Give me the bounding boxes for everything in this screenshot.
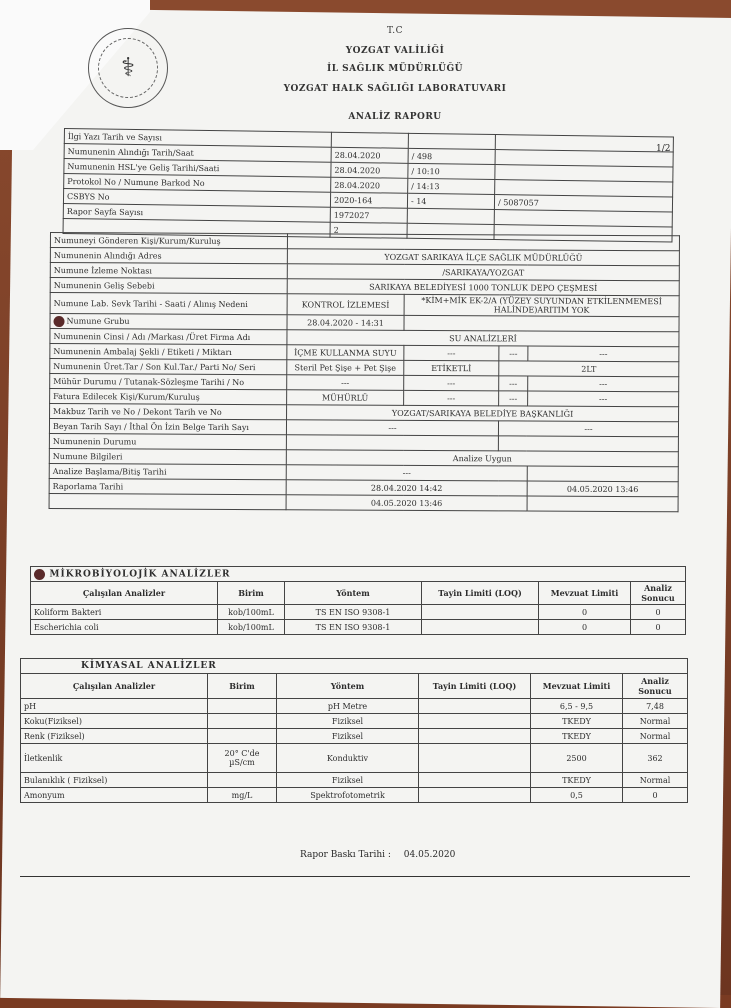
field-value (404, 315, 679, 331)
field-label: Fatura Edilecek Kişi/Kurum/Kuruluş (50, 389, 287, 405)
field-value: --- (404, 375, 499, 390)
page-number: 1/2 (656, 144, 671, 154)
meta-value: 28.04.2020 (331, 177, 408, 193)
field-value (527, 496, 678, 512)
print-date-label: Rapor Baskı Tarihi : (300, 850, 391, 860)
field-value (286, 435, 498, 451)
field-value: /SARIKAYA/YOZGAT (287, 264, 679, 281)
method-cell: TS EN ISO 9308-1 (285, 620, 422, 635)
column-header: Mevzuat Limiti (539, 582, 631, 605)
column-header: Çalışılan Analizler (21, 674, 208, 699)
meta-value (407, 208, 494, 224)
field-value: 28.04.2020 14:42 (286, 480, 527, 496)
table-row (21, 773, 688, 788)
column-header: Yöntem (285, 582, 422, 605)
header-directorate: İL SAĞLIK MÜDÜRLÜĞÜ (327, 64, 463, 74)
ministry-seal-logo (88, 28, 168, 108)
report-title: ANALİZ RAPORU (348, 112, 442, 122)
field-label: Makbuz Tarih ve No / Dekont Tarih ve No (50, 404, 287, 420)
analysis-name: Renk (Fiziksel) (21, 729, 208, 744)
print-date-value: 04.05.2020 (403, 850, 456, 860)
meta-value: / 10:10 (408, 163, 495, 179)
column-header: Birim (208, 674, 277, 699)
meta-value: - 14 (407, 193, 494, 209)
method-cell: Fiziksel (277, 729, 419, 744)
loq-cell (419, 699, 531, 714)
loq-cell (419, 773, 531, 788)
limit-cell: 0 (539, 605, 631, 620)
print-date-line (300, 850, 455, 860)
redaction-mark (34, 569, 45, 580)
field-value: --- (528, 346, 679, 362)
field-value: Analize Uygun (286, 450, 678, 467)
meta-label: Numunenin Alındığı Tarih/Saat (64, 144, 331, 163)
field-label: Numunenin Cinsi / Adı /Markası /Üret Firma Adı (50, 329, 287, 345)
field-label: Beyan Tarih Sayı / İthal Ön İzin Belge Tarih Sayı (49, 419, 286, 435)
footer-divider (20, 876, 690, 877)
result-cell: 0 (623, 788, 688, 803)
field-label: Numunenin Alındığı Adres (50, 248, 287, 264)
unit-cell (208, 729, 277, 744)
loq-cell (419, 744, 531, 773)
unit-cell: 20° C'de µS/cm (208, 744, 277, 773)
field-label: Numune Lab. Sevk Tarihi - Saati / Alınış Nedeni (50, 293, 287, 315)
limit-cell: TKEDY (531, 714, 623, 729)
meta-value: / 498 (408, 148, 495, 164)
method-cell: Spektrofotometrik (277, 788, 419, 803)
analysis-name: İletkenlik (21, 744, 208, 773)
field-value: --- (528, 391, 679, 407)
field-value: --- (404, 390, 499, 405)
analysis-name: Koliform Bakteri (31, 605, 218, 620)
loq-cell (419, 729, 531, 744)
analysis-name: Amonyum (21, 788, 208, 803)
field-value: KONTROL İZLEMESİ (287, 294, 404, 316)
field-value: --- (499, 391, 528, 406)
column-header: Birim (218, 582, 285, 605)
microbiology-table (30, 566, 686, 635)
loq-cell (422, 605, 539, 620)
caduceus-icon: ⚕ (98, 38, 158, 98)
field-value: SARIKAYA BELEDİYESİ 1000 TONLUK DEPO ÇEŞMESİ (287, 279, 679, 296)
result-cell: Normal (623, 714, 688, 729)
field-label: Numunenin Üret.Tar / Son Kul.Tar./ Parti No/ Seri (50, 359, 287, 375)
meta-label: Protokol No / Numune Barkod No (64, 174, 331, 193)
field-value: --- (286, 420, 498, 436)
result-cell: 362 (623, 744, 688, 773)
field-value: YOZGAT/SARIKAYA BELEDİYE BAŞKANLIĞI (287, 405, 679, 422)
table-row (31, 620, 686, 635)
analysis-name: Koku(Fiziksel) (21, 714, 208, 729)
method-cell: pH Metre (277, 699, 419, 714)
limit-cell: TKEDY (531, 773, 623, 788)
result-cell: 0 (631, 605, 686, 620)
method-cell: Fiziksel (277, 714, 419, 729)
chemistry-table (20, 658, 688, 803)
limit-cell: TKEDY (531, 729, 623, 744)
analysis-name: Escherichia coli (31, 620, 218, 635)
field-value: ETİKETLİ (404, 360, 499, 375)
field-value: --- (498, 421, 678, 437)
unit-cell: mg/L (208, 788, 277, 803)
field-label: Analize Başlama/Bitiş Tarihi (49, 463, 286, 479)
field-label: Numune Bilgileri (49, 448, 286, 464)
field-value (527, 466, 678, 482)
column-header: Mevzuat Limiti (531, 674, 623, 699)
analysis-name: pH (21, 699, 208, 714)
meta-label: Rapor Sayfa Sayısı (63, 203, 330, 222)
result-cell: 7,48 (623, 699, 688, 714)
meta-value: 28.04.2020 (331, 147, 408, 163)
meta-value: 2 (330, 222, 407, 238)
field-value: --- (528, 376, 679, 392)
meta-table (63, 128, 674, 243)
column-header: Tayin Limiti (LOQ) (419, 674, 531, 699)
field-label: Numunenin Durumu (49, 433, 286, 449)
result-cell: Normal (623, 729, 688, 744)
section-title-cell (21, 659, 688, 674)
field-value: 2LT (499, 361, 679, 377)
loq-cell (419, 714, 531, 729)
table-header-row (21, 674, 688, 699)
table-row (21, 729, 688, 744)
field-label: Numuneyi Gönderen Kişi/Kurum/Kuruluş (50, 233, 287, 249)
field-value: MÜHÜRLÜ (287, 390, 404, 406)
unit-cell (208, 699, 277, 714)
table-row (21, 659, 688, 674)
limit-cell: 0 (539, 620, 631, 635)
analysis-name: Bulanıklık ( Fiziksel) (21, 773, 208, 788)
field-value: 04.05.2020 13:46 (286, 495, 527, 511)
meta-value: / 5087057 (494, 195, 672, 212)
field-value: --- (499, 376, 528, 391)
meta-value: / 14:13 (408, 178, 495, 194)
table-row (21, 714, 688, 729)
unit-cell: kob/100mL (218, 605, 285, 620)
field-label: Numune İzleme Noktası (50, 263, 287, 279)
field-value: --- (499, 346, 528, 361)
column-header: Analiz Sonucu (623, 674, 688, 699)
unit-cell (208, 714, 277, 729)
field-value: 04.05.2020 13:46 (527, 481, 678, 497)
section-title-cell (31, 567, 686, 582)
table-row (31, 605, 686, 620)
field-value: Steril Pet Şişe + Pet Şişe (287, 360, 404, 376)
field-value (498, 436, 678, 452)
column-header: Çalışılan Analizler (31, 582, 218, 605)
meta-value (408, 133, 495, 149)
table-row (21, 699, 688, 714)
unit-cell (208, 773, 277, 788)
field-label: Numunenin Ambalaj Şekli / Etiketi / Miktarı (50, 344, 287, 360)
table-row (49, 493, 678, 511)
loq-cell (419, 788, 531, 803)
field-label (50, 314, 287, 330)
microbiology-title: MİKROBİYOLOJİK ANALİZLER (49, 569, 231, 579)
sample-info-table (49, 232, 680, 512)
field-value: İÇME KULLANMA SUYU (287, 345, 404, 361)
loq-cell (422, 620, 539, 635)
chemistry-title: KİMYASAL ANALİZLER (81, 661, 217, 671)
redaction-mark (54, 316, 65, 327)
limit-cell: 2500 (531, 744, 623, 773)
unit-cell: kob/100mL (218, 620, 285, 635)
method-cell: Konduktiv (277, 744, 419, 773)
column-header: Analiz Sonucu (631, 582, 686, 605)
field-value: YOZGAT SARIKAYA İLÇE SAĞLIK MÜDÜRLÜĞÜ (287, 249, 679, 266)
field-label: Raporlama Tarihi (49, 478, 286, 494)
column-header: Yöntem (277, 674, 419, 699)
limit-cell: 6,5 - 9,5 (531, 699, 623, 714)
table-row (21, 744, 688, 773)
field-label: Mühür Durumu / Tutanak-Sözleşme Tarihi / No (50, 374, 287, 390)
field-value: --- (286, 465, 527, 481)
field-label-text: Numune Grubu (66, 316, 130, 326)
meta-value: 2020-164 (330, 192, 407, 208)
field-value: *KİM+MİK EK-2/A (YÜZEY SUYUNDAN ETKİLENMEMESİ HALİNDE)ARITIM YOK (404, 294, 679, 316)
field-value: 28.04.2020 - 14:31 (287, 315, 404, 331)
meta-value: 28.04.2020 (331, 162, 408, 178)
meta-value: 1972027 (330, 207, 407, 223)
meta-label: CSBYS No (63, 189, 330, 208)
method-cell: TS EN ISO 9308-1 (285, 605, 422, 620)
header-governorship: YOZGAT VALİLİĞİ (345, 46, 445, 56)
limit-cell: 0,5 (531, 788, 623, 803)
header-tc: T.C (387, 26, 403, 36)
meta-label: İlgi Yazı Tarih ve Sayısı (64, 129, 331, 148)
field-label (49, 493, 286, 509)
result-cell: Normal (623, 773, 688, 788)
table-header-row (31, 582, 686, 605)
column-header: Tayin Limiti (LOQ) (422, 582, 539, 605)
field-label: Numunenin Geliş Sebebi (50, 278, 287, 294)
method-cell: Fiziksel (277, 773, 419, 788)
meta-label: Numunenin HSL'ye Geliş Tarihi/Saati (64, 159, 331, 178)
field-value: --- (404, 345, 499, 360)
result-cell: 0 (631, 620, 686, 635)
table-row (31, 567, 686, 582)
header-laboratory: YOZGAT HALK SAĞLIĞI LABORATUVARI (283, 84, 507, 94)
field-value: SU ANALİZLERİ (287, 330, 679, 347)
table-row (21, 788, 688, 803)
meta-value (331, 132, 408, 148)
field-value: --- (287, 375, 404, 391)
